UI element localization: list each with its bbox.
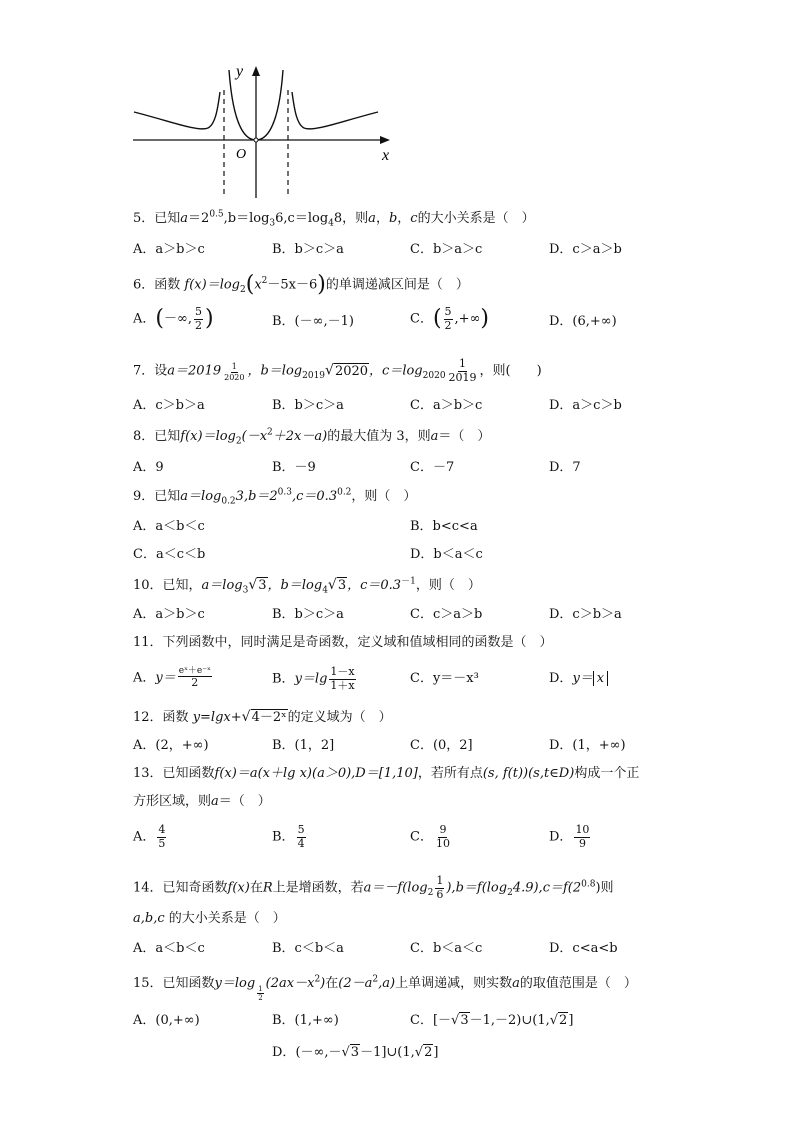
x-axis-arrow: [380, 136, 390, 144]
q8-option-b: B．－9: [272, 460, 316, 475]
q13-option-d: D． $\frac{10}{9}$: [549, 823, 590, 850]
q12-option-c: C．(0，2]: [410, 738, 473, 753]
q9-option-b: B．b<c<a: [410, 519, 478, 534]
q6-option-c: C．( $\frac{5}{2}$ ,+∞): [410, 305, 489, 332]
y-axis-arrow: [252, 66, 260, 76]
q10-option-d: D．c＞b＞a: [549, 607, 622, 622]
q13-option-b: B． $\frac{5}{4}$: [272, 823, 305, 850]
question-6: 6．函数 $f(x)=\log_2(x^2-5x-6)$的单调递减区间是（ ）: [133, 272, 469, 297]
question-14-line-2: a,b,c 的大小关系是（ ）: [133, 911, 286, 926]
q15-option-a: A．(0,+∞): [133, 1013, 200, 1028]
q11-option-c: C．y＝－x³: [410, 671, 479, 686]
q6-option-a: A．(－∞, $\frac{5}{2}$ ): [133, 305, 214, 332]
question-7: 7．设a＝2019 $^{\frac{1}{2020}}$ ，$b=\log_{2019}√2020$，$c=\log_{2020}$ $\frac{1}{2019}$ ，则( ): [133, 357, 542, 384]
question-13: 13．已知函数f(x)＝a(x＋lg x)(a＞0),D＝[1,10]，若所有点(s, f(t))(s,t∈D)构成一个正: [133, 766, 640, 781]
q5-option-d: D．c＞a＞b: [549, 242, 622, 257]
q13-option-c: C． $\frac{9}{10}$: [410, 823, 450, 850]
q8-option-c: C．－7: [410, 460, 455, 475]
origin-point: [254, 138, 258, 142]
question-13-line-2: 方形区域，则a＝（ ）: [133, 794, 271, 809]
q10-option-a: A．a＞b＞c: [133, 607, 205, 622]
q5-option-a: A．a＞b＞c: [133, 242, 205, 257]
curve-left-branch: [134, 92, 220, 129]
q7-option-b: B．b＞c＞a: [272, 398, 344, 413]
question-8: 8．已知$f(x)=\log_2(-x^2+2x-a)$的最大值为 3，则a＝（ ）: [133, 427, 491, 447]
q14-option-b: B．c＜b＜a: [272, 941, 344, 956]
q6-option-b: B．(－∞,－1): [272, 314, 354, 329]
q6-option-d: D．(6,+∞): [549, 314, 617, 329]
curve-right-branch: [292, 92, 378, 129]
q13-option-a: A． $\frac{4}{5}$: [133, 823, 166, 850]
q15-option-d: D．(－∞,－√3－1]∪(1,√2]: [272, 1045, 439, 1060]
q11-option-d: D．y＝ x: [549, 672, 608, 685]
x-axis-label: x: [382, 147, 390, 164]
q7-option-a: A．c＞b＞a: [133, 398, 205, 413]
origin-label: O: [236, 147, 247, 162]
q14-option-d: D．c<a<b: [549, 941, 618, 956]
q7-option-c: C．a＞b＞c: [410, 398, 483, 413]
q12-option-d: D．(1，+∞): [549, 738, 626, 753]
q9-option-d: D．b＜a＜c: [410, 547, 483, 562]
q15-option-b: B．(1,+∞): [272, 1013, 339, 1028]
q5-option-c: C．b＞a＞c: [410, 242, 483, 257]
q14-option-a: A．a＜b＜c: [133, 941, 205, 956]
q10-option-b: B．b＞c＞a: [272, 607, 344, 622]
question-10: 10．已知，$a=\log_3√3$，$b=\log_4√3$，$c=0.3^{-1}$，则（ ）: [133, 576, 481, 596]
q15-option-c: C．[－√3－1,－2)∪(1,√2]: [410, 1013, 574, 1028]
q9-option-a: A．a＜b＜c: [133, 519, 205, 534]
q12-option-a: A．(2，+∞): [133, 738, 209, 753]
q10-option-c: C．c＞a＞b: [410, 607, 483, 622]
q5-option-b: B．b＞c＞a: [272, 242, 344, 257]
q11-option-b: B．y＝lg $\frac{1-x}{1+x}$: [272, 665, 355, 692]
function-graph: [128, 56, 398, 202]
q12-option-b: B．(1，2]: [272, 738, 335, 753]
question-14: 14．已知奇函数f(x)在R上是增函数，若$a=-f(\log_2$ $\frac{1}{6}$ )$,b=f(\log_24.9),c=f(2^{0.8})$则: [133, 874, 614, 901]
q14-option-c: C．b＜a＜c: [410, 941, 483, 956]
y-axis-label: y: [236, 63, 244, 80]
q8-option-a: A．9: [133, 460, 164, 475]
question-9: 9．已知$a=\log_{0.2}3,b=2^{0.3},c=0.3^{0.2}$，则（ ）: [133, 487, 417, 507]
q7-option-d: D．a＞c＞b: [549, 398, 622, 413]
q8-option-d: D．7: [549, 460, 581, 475]
question-5: 5．已知$a=2^{0.5},b=\log_36,c=\log_48$，则a，b，c的大小关系是（ ）: [133, 209, 535, 229]
question-15: 15．已知函数y＝log $_{\frac{1}{2}}$ $(2ax-x^2)$在$(2-a^2,a)$上单调递减，则实数a的取值范围是（ ）: [133, 974, 637, 1002]
question-12: 12．函数 y=lgx+√4－2ˣ的定义域为（ ）: [133, 709, 392, 725]
question-11: 11．下列函数中，同时满足是奇函数，定义域和值域相同的函数是（ ）: [133, 635, 553, 650]
q9-option-c: C．a＜c＜b: [133, 547, 206, 562]
q11-option-a: A．y＝ $\frac{\text{eˣ＋e⁻ˣ}}{2}$: [133, 666, 211, 690]
